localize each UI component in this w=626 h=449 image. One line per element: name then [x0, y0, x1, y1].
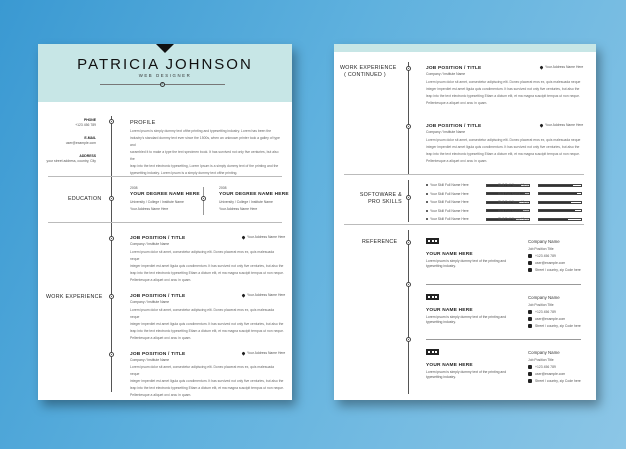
address-label: ADDRESS: [79, 154, 96, 158]
job-company: Company / Institute Name: [130, 300, 170, 304]
job-title: JOB POSITION / TITLE: [130, 294, 186, 299]
reference-company: Company Name: [528, 350, 560, 355]
reference-company: Company Name: [528, 239, 560, 244]
profile-line: industry's standard dummy text ever since the 1500s, when an unknown printer took a galley of type and: [130, 136, 280, 147]
reference-address: Street / country, zip Code here: [535, 324, 581, 328]
education-school: University / College / Institute Name: [219, 200, 273, 204]
header-strip: [334, 44, 596, 52]
job-line: leap into the text electronic typesetting Etiam a dictum elit, et ma magna suscipit tempus ut non neque.: [130, 271, 284, 275]
job-line: integer imperdiet est amet ligula quis condimentum. It has survived not only five centuries, but also the: [426, 145, 580, 149]
location-pin-icon: [241, 235, 245, 239]
job-line: Lorem ipsum dolor sit amet, consectetur adipiscing elit. Donec placerat eros ex, quis malesuada neque: [130, 250, 274, 261]
job-company: Company / Institute Name: [426, 130, 466, 134]
phone-icon: [528, 310, 532, 314]
timeline-dot: [201, 196, 206, 201]
timeline-dot: [406, 124, 411, 129]
job-description: [130, 307, 284, 342]
skill-level-bar: [538, 218, 582, 221]
education-heading: EDUCATION: [68, 196, 102, 202]
education-separator: [203, 187, 204, 215]
reference-desc: typesetting industry.: [426, 375, 456, 379]
skill-level-fill: [539, 219, 568, 220]
job-line: Lorem ipsum dolor sit amet, consectetur adipiscing elit. Donec placerat eros ex, quis malesuada neque: [426, 138, 581, 142]
reference-phone: +123 456 789: [535, 254, 556, 258]
reference-position: Job Position Title: [528, 358, 554, 362]
job-line: leap into the text electronic typesetting Etiam a dictum elit, et ma magna suscipit tempus ut non neque.: [426, 152, 580, 156]
reference-heading: REFERENCE: [362, 239, 398, 245]
skills-heading: SOFTOWARE &: [359, 192, 402, 198]
timeline-line: [408, 230, 409, 394]
email-label: E-MAIL: [84, 136, 96, 140]
reference-company: Company Name: [528, 295, 560, 300]
skill-bullet: [426, 201, 428, 203]
monogram-emblem: P: [161, 83, 164, 86]
skill-level-fill: [539, 202, 571, 203]
location-pin-icon: [241, 293, 245, 297]
skill-level-bar: [538, 184, 582, 187]
skill-level-bar: [538, 209, 582, 212]
work-continued-heading: WORK EXPERIENCE: [340, 65, 397, 71]
profile-heading: PROFILE: [130, 120, 156, 126]
profile-text: [130, 128, 284, 177]
job-line: integer imperdiet est amet ligula quis condimentum. It has survived not only five centuries, but also the: [426, 87, 580, 91]
phone-label: PHONE: [83, 118, 96, 122]
skill-bullet: [426, 218, 428, 220]
reference-desc: Lorem ipsum is simply dummy text of the printing and: [426, 315, 507, 319]
job-line: integer imperdiet est amet ligula quis condimentum. It has survived not only five centuries, but also the: [130, 379, 284, 383]
job-line: Lorem ipsum dolor sit amet, consectetur adipiscing elit. Donec placerat eros ex, quis malesuada neque: [130, 365, 274, 376]
reference-email[interactable]: user@example.com: [535, 261, 566, 265]
job-line: leap into the text electronic typesetting Etiam a dictum elit, et ma magna suscipit tempus ut non neque.: [130, 329, 284, 333]
email-icon: [528, 372, 532, 376]
email-icon: [528, 317, 532, 321]
reference-address: Street / country, zip Code here: [535, 268, 581, 272]
reference-name: YOUR NAME HERE: [426, 363, 473, 368]
job-line: leap into the text electronic typesetting Etiam a dictum elit, et ma magna suscipit tempus ut non neque.: [130, 386, 284, 390]
skill-name: Your Skill Full Name Here: [430, 217, 469, 221]
candidate-name: PATRICIA JOHNSON: [77, 56, 253, 73]
skill-bullet: [426, 210, 428, 212]
timeline-dot: [406, 337, 411, 342]
timeline-dot: [109, 119, 114, 124]
job-title: JOB POSITION / TITLE: [426, 66, 482, 71]
timeline-line: [408, 180, 409, 222]
job-company: Company / Institute Name: [426, 72, 466, 76]
reference-email[interactable]: user@example.com: [535, 372, 566, 376]
skill-name: Skill Full Name Here: [498, 217, 529, 221]
timeline-dot: [406, 282, 411, 287]
reference-email[interactable]: user@example.com: [535, 317, 566, 321]
timeline-dot: [406, 66, 411, 71]
location-pin-icon: [539, 123, 543, 127]
reference-name: YOUR NAME HERE: [426, 308, 473, 313]
reference-desc: typesetting industry.: [426, 320, 456, 324]
education-address: Your Address Name Here: [130, 207, 169, 211]
job-location: Your Address Name Here: [247, 351, 286, 355]
job-location: Your Address Name Here: [545, 123, 584, 127]
quote-icon: [426, 294, 439, 300]
skill-level-bar: [538, 201, 582, 204]
job-line: Pellentesque a aliquet orci arcu in quam.: [426, 101, 488, 105]
reference-divider: [426, 339, 581, 340]
skill-name: Skill Full Name Here: [498, 208, 529, 213]
job-line: Pellentesque a aliquet orci arcu in quam.: [130, 336, 192, 340]
phone-icon: [528, 365, 532, 369]
skill-level-fill: [539, 193, 577, 194]
profile-line: scrambled it to make a type the text specimen book. It has survived not only five centuries, but also the: [130, 150, 279, 161]
timeline-line: [408, 62, 409, 174]
profile-line: leap into the text electronic typesetting, Lorem Ipsum is a simply dummy text of the printing and the: [130, 164, 279, 168]
reference-phone: +123 456 789: [535, 310, 556, 314]
job-description: [130, 364, 284, 399]
job-line: integer imperdiet est amet ligula quis condimentum. It has survived not only five centuries, but also the: [130, 322, 284, 326]
reference-desc: typesetting industry.: [426, 264, 456, 268]
quote-icon: [426, 349, 439, 355]
job-description: [130, 249, 284, 284]
reference-name: YOUR NAME HERE: [426, 252, 473, 257]
job-line: Pellentesque a aliquet orci arcu in quam.: [130, 278, 192, 282]
section-divider: [344, 224, 584, 225]
home-icon: [528, 379, 532, 383]
skill-name: Your Skill Full Name Here: [430, 191, 469, 196]
job-line: Pellentesque a aliquet orci arcu in quam.: [130, 393, 192, 397]
reference-desc: Lorem ipsum is simply dummy text of the printing and: [426, 259, 507, 263]
job-line: Pellentesque a aliquet orci arcu in quam.: [426, 159, 488, 163]
resume-page-1: [38, 44, 292, 400]
resume-page-2: [334, 44, 596, 400]
header-notch: [156, 44, 174, 53]
section-divider: [344, 174, 584, 175]
education-year: 2008: [219, 186, 227, 190]
timeline-dot: [109, 196, 114, 201]
job-location: Your Address Name Here: [545, 65, 584, 69]
job-location: Your Address Name Here: [247, 235, 286, 239]
education-year: 2008: [130, 186, 138, 190]
skill-name: Skill Full Name Here: [498, 183, 529, 187]
section-divider: [48, 222, 282, 223]
reference-divider: [426, 284, 581, 285]
reference-address: Street / country, zip Code here: [535, 379, 581, 383]
skill-name: Your Skill Full Name Here: [430, 183, 469, 187]
job-title: JOB POSITION / TITLE: [426, 124, 482, 129]
skill-name: Skill Full Name Here: [498, 200, 529, 204]
address-value: your street address, country, City: [46, 159, 96, 163]
reference-position: Job Position Title: [528, 303, 554, 307]
timeline-dot: [109, 352, 114, 357]
location-pin-icon: [241, 351, 245, 355]
skill-level-fill: [539, 185, 573, 186]
education-degree: YOUR DEGREE NAME HERE: [130, 192, 200, 197]
reference-desc: Lorem ipsum is simply dummy text of the printing and: [426, 370, 507, 374]
location-pin-icon: [539, 65, 543, 69]
job-line: leap into the text electronic typesetting Etiam a dictum elit, et ma magna suscipit tempus ut non neque.: [426, 94, 580, 98]
home-icon: [528, 324, 532, 328]
skill-name: Skill Full Name Here: [498, 191, 529, 196]
job-line: Lorem ipsum dolor sit amet, consectetur adipiscing elit. Donec placerat eros ex, quis malesuada neque: [130, 308, 274, 319]
job-location: Your Address Name Here: [247, 293, 286, 297]
quote-icon: [426, 238, 439, 244]
timeline-dot: [406, 195, 411, 200]
skill-level-bar: [538, 192, 582, 195]
reference-position: Job Position Title: [528, 247, 554, 251]
skills-subheading: PRO SKILLS: [368, 199, 402, 205]
email-icon: [528, 261, 532, 265]
section-divider: [48, 176, 282, 177]
timeline-line: [111, 116, 112, 392]
job-description: [426, 79, 582, 107]
job-company: Company / Institute Name: [130, 242, 170, 246]
home-icon: [528, 268, 532, 272]
education-degree: YOUR DEGREE NAME HERE: [219, 192, 289, 197]
skill-level-fill: [539, 210, 575, 211]
timeline-dot: [109, 236, 114, 241]
job-line: Lorem ipsum dolor sit amet, consectetur adipiscing elit. Donec placerat eros ex, quis malesuada neque: [426, 80, 581, 84]
education-address: Your Address Name Here: [219, 207, 258, 211]
skill-bullet: [426, 184, 428, 186]
timeline-dot: [109, 294, 114, 299]
phone-value: +123 456 789: [75, 123, 96, 127]
skill-name: Your Skill Full Name Here: [430, 208, 469, 213]
job-description: [426, 137, 582, 165]
job-line: integer imperdiet est amet ligula quis condimentum. It has survived not only five centuries, but also the: [130, 264, 284, 268]
candidate-title: WEB DESIGNER: [138, 73, 192, 78]
work-heading: WORK EXPERIENCE: [46, 294, 103, 300]
email-value[interactable]: user@example.com: [65, 141, 96, 145]
job-title: JOB POSITION / TITLE: [130, 352, 186, 357]
timeline-dot: [406, 240, 411, 245]
job-company: Company / Institute Name: [130, 358, 170, 362]
skill-bullet: [426, 193, 428, 195]
phone-icon: [528, 254, 532, 258]
education-school: University / College / Institute Name: [130, 200, 184, 204]
work-continued-subheading: ( CONTINUED ): [344, 72, 386, 78]
job-title: JOB POSITION / TITLE: [130, 236, 186, 241]
skill-name: Your Skill Full Name Here: [430, 200, 469, 204]
reference-phone: +123 456 789: [535, 365, 556, 369]
profile-line: Lorem ipsum is simply dummy text ofthe printing and typesetting industry. Lorem has been the: [130, 129, 272, 133]
profile-line: typesetting industry. Lorem Ipsum is a simply dummy text ofthe printing.: [130, 171, 238, 175]
